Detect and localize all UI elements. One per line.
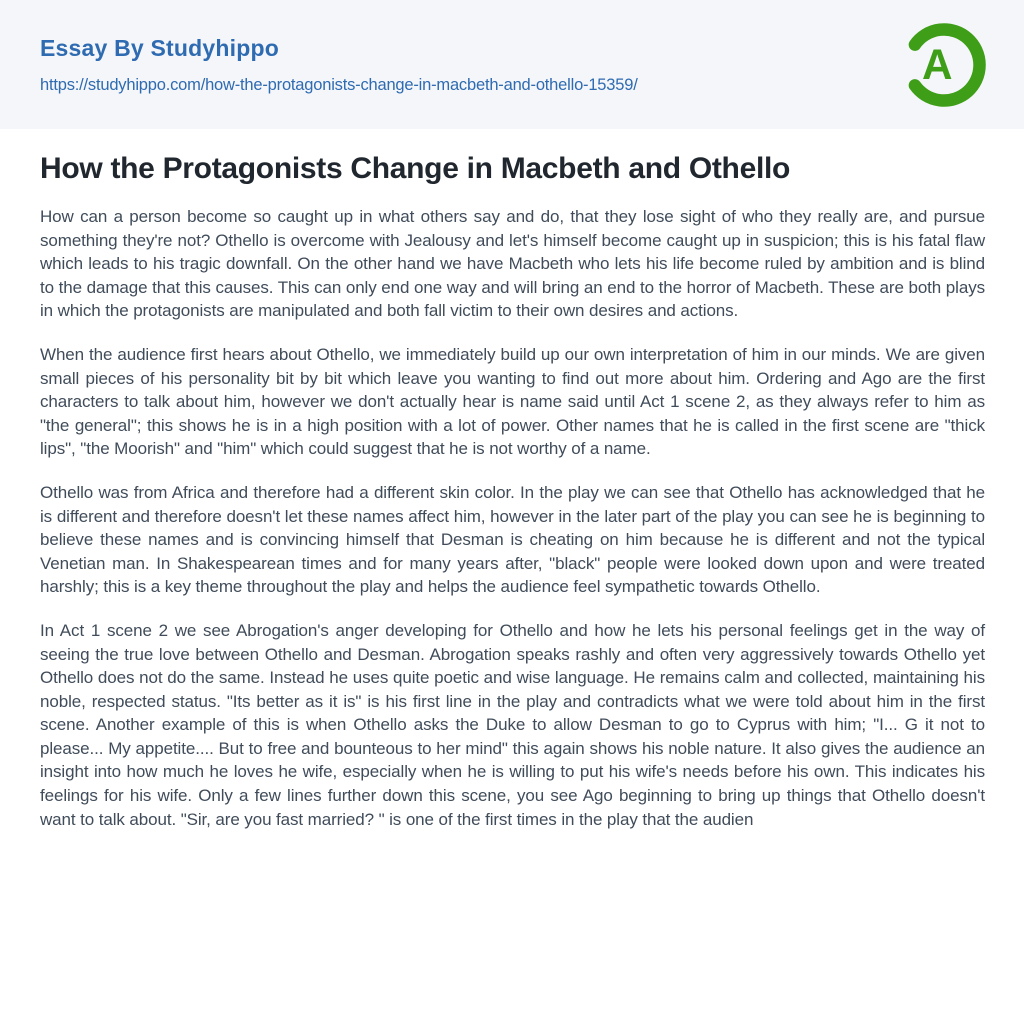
essay-paragraph-1: How can a person become so caught up in what others say and do, that they lose sight of who they really are, and pursue something they're not? Othello is overcome with Jealousy and let's himself become caught up in suspicion; this is his fatal flaw which leads to his tragic downfall. On the other hand we have Macbeth who lets his life become ruled by ambition and is blind to the damage that this causes. This can only end one way and will bring an end to the horror of Macbeth. These are both plays in which the protagonists are manipulated and both fall victim to their own desires and actions. bbox=[40, 207, 985, 321]
essay-paragraph-4: In Act 1 scene 2 we see Abrogation's anger developing for Othello and how he lets his personal feelings get in the way of seeing the true love between Othello and Desman. Abrogation speaks rashly and often very aggressively towards Othello yet Othello does not do the same. Instead he uses quite poetic and wise language. He remains calm and collected, maintaining his noble, respected status. "Its better as it is" is his first line in the play and contradicts what we were told about him in the first scene. Another example of this is when Othello asks the Duke to allow Desman to go to Cyprus with him; "I... G it not to please... My appetite.... But to free and bounteous to her mind" this again shows his noble nature. It also gives the audience an insight into how much he loves he wife, especially when he is willing to put his wife's needs before his own. This indicates his feelings for his wife. Only a few lines further down this scene, you see Ago beginning to bring up things that Othello doesn't want to talk about. "Sir, are you fast married? " is one of the first times in the play that the audien bbox=[40, 620, 985, 829]
studyhippo-logo bbox=[896, 15, 992, 115]
logo-arc-icon bbox=[896, 15, 992, 115]
logo-letter: A bbox=[922, 40, 953, 88]
site-brand: Essay By Studyhippo bbox=[40, 34, 279, 61]
essay-title: How the Protagonists Change in Macbeth and Othello bbox=[40, 152, 791, 185]
essay-content bbox=[0, 129, 1024, 871]
header-text-block bbox=[40, 35, 638, 95]
essay-paragraph-3: Othello was from Africa and therefore had a different skin color. In the play we can see that Othello has acknowledged that he is different and therefore doesn't let these names affect him, however in the later part of the play you can see he is beginning to believe these names and is convincing himself that Desman is cheating on him because he is different and not the typical Venetian man. In Shakespearean times and for many years after, "black" people were looked down upon and were treated harshly; this is a key theme throughout the play and helps the audience feel sympathetic towards Othello. bbox=[40, 482, 985, 597]
page-header bbox=[0, 0, 1024, 129]
essay-paragraph-2: When the audience first hears about Othello, we immediately build up our own interpretation of him in our minds. We are given small pieces of his personality bit by bit which leave you wanting to find out more about him. Ordering and Ago are the first characters to talk about him, however we don't actually hear is name said until Act 1 scene 2, as they always refer to him as "the general"; this shows he is in a high position with a lot of power. Other names that he is called in the first scene are "thick lips", "the Moorish" and "him" which could suggest that he is not worthy of a name. bbox=[40, 344, 985, 459]
essay-url-link[interactable]: https://studyhippo.com/how-the-protagonists-change-in-macbeth-and-othello-15359/ bbox=[40, 75, 638, 94]
